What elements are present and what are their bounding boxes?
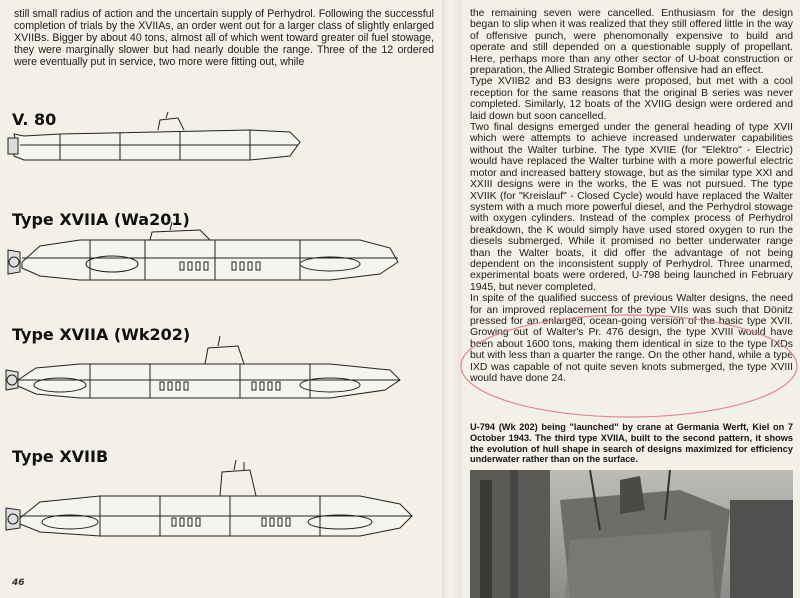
shipyard-photo-image	[470, 470, 793, 598]
shipyard-photo	[470, 470, 793, 598]
xviib-submarine-drawing	[0, 458, 440, 563]
xviia-wa201-submarine-drawing	[0, 222, 440, 302]
page-gutter	[442, 0, 462, 598]
label-type-xviia-wk202: Type XVIIA (Wk202)	[12, 325, 191, 344]
label-v80: V. 80	[12, 110, 57, 129]
paragraph-cancellation: the remaining seven were cancelled. Enthusiasm for the design began to slip when it was realized that they still offered little in the way of offensive punch, were phenomonally expensive to build and operate and still depended on a questionable supply of propellant. Here, perhaps more than any other sector of U-boat construction or preparation, the Allied Strategic Bomber offensive had an effect.	[470, 8, 793, 77]
paragraph-xviib2-b3: Type XVIIB2 and B3 designs were proposed, but met with a cool reception for the same reasons that the original B series was never completed. Similarly, 12 boats of the XVIIG design were ordered and laid down but soon cancelled.	[470, 76, 793, 122]
xviia-wk202-submarine-drawing	[0, 340, 440, 420]
right-column-text	[470, 8, 793, 384]
intro-paragraph: still small radius of action and the uncertain supply of Perhydrol. Following the successful completion of trials by the XVIIAs, an order went out for a larger class of slightly enlarged XVIIBs. Bigger by about 40 tons, almost all of which went toward greater oil fuel stowage, they were marginally slower but had nearly double the range. Three of the 12 ordered were eventually put in service, two more were fitting out, while	[14, 8, 434, 68]
label-type-xviia-wa201: Type XVIIA (Wa201)	[12, 210, 190, 229]
left-column-text	[14, 8, 434, 68]
photo-caption: U-794 (Wk 202) being "launched" by crane at Germania Werft, Kiel on 7 October 1943. The third type XVIIA, built to the second pattern, it shows the evolution of hull shape in search of designs maximized for efficiency underwater rather than on the surface.	[470, 422, 793, 465]
label-type-xviib: Type XVIIB	[12, 447, 109, 466]
v80-submarine-drawing	[0, 100, 440, 180]
page-number: 46	[12, 578, 25, 588]
paragraph-type-xviii: In spite of the qualified success of previous Walter designs, the need for an improved replacement for the type VIIs was such that Dönitz pressed for an enlarged, ocean-going version of the basic type XVII. Growing out of Walter's Pr. 476 design, the type XVIII would have been about 1600 tons, making them identical in size to the type IXDs but with less than a quarter the range. On the other hand, while a type IXD was capable of not quite seven knots submerged, the type XVIII would have done 24.	[470, 293, 793, 384]
paragraph-final-designs: Two final designs emerged under the general heading of type XVII which were attempts to achieve increased underwater capabilities without the Walter turbine. The type XVIIE (for "Elektro" - Electric) would have replaced the Walter turbine with a more powerful electric motor and increased battery stowage, but as the similar type XXI and XXIII designs were in the works, the E was not pursued. The type XVIIK (for "Kreislauf" - Closed Cycle) would have replaced the Walter system with a much more powerful diesel, and the Perhydrol stowage with oxygen cylinders. Instead of the complex process of Perhydrol breakdown, the K would simply have used stored oxygen to run the diesels submerged. While it promised no better underwater range than the Walter boats, it did offer the advantage of not being dependent on the inconsistent supply of Perhydrol. Three unarmed, experimental boats were ordered, U-798 being launched in February 1945, but never completed.	[470, 122, 793, 293]
